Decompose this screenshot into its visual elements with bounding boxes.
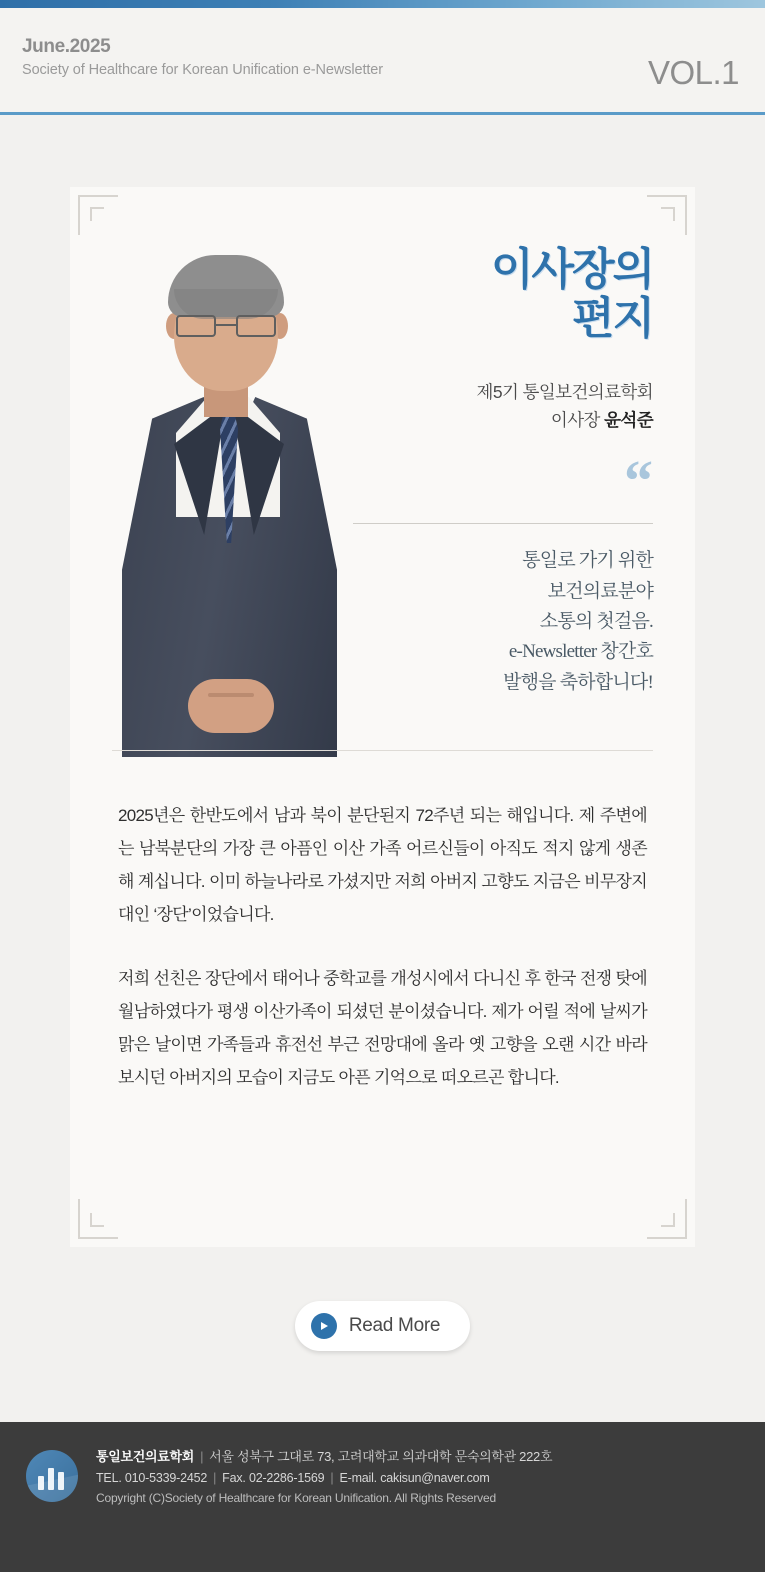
footer-tel-value: 010-5339-2452 — [124, 1471, 208, 1485]
corner-ornament-inner-bottom-left — [90, 1213, 104, 1227]
portrait-hair — [168, 255, 284, 317]
top-gradient-rule — [0, 0, 765, 8]
footer-tel-label: TEL. — [96, 1471, 122, 1485]
footer-fax-value: 02-2286-1569 — [248, 1471, 325, 1485]
read-more-button[interactable] — [295, 1301, 470, 1351]
byline-role: 이사장 — [550, 409, 605, 430]
footer-email-label: E-mail. — [339, 1471, 377, 1485]
newsletter-subtitle: Society of Healthcare for Korean Unification e-Newsletter — [22, 62, 383, 78]
logo-bars-icon — [38, 1468, 64, 1490]
newsletter-body — [0, 115, 765, 1422]
byline-role-and-name — [353, 406, 653, 434]
volume-label: VOL.1 — [647, 54, 739, 91]
issue-date: June.2025 — [22, 36, 111, 57]
quote-line: 발행을 축하합니다! — [503, 671, 653, 693]
newsletter-footer — [0, 1422, 765, 1572]
chairman-portrait — [112, 237, 347, 757]
footer-contact-line — [96, 1471, 552, 1485]
newsletter-header — [0, 8, 765, 115]
quote-line: e-Newsletter 창간호 — [508, 641, 653, 663]
letter-title-line2: 편지 — [571, 294, 653, 344]
quote-text — [353, 546, 653, 698]
letter-article — [70, 757, 695, 1104]
quote-divider — [353, 523, 653, 524]
letter-card — [70, 187, 695, 1247]
footer-separator: | — [330, 1471, 334, 1485]
article-paragraph: 저희 선친은 장단에서 태어나 중학교를 개성시에서 다니신 후 한국 전쟁 탓에 월남하였다가 평생 이산가족이 되셨던 분이셨습니다. 제가 어릴 적에 날씨가 맑은 날이면 가족들과 휴전선 부근 전망대에 올라 옛 고향을 오랜 시간 바라보시던 아버지의 모습이 지금도 아픈 기억으로 떠오르곤 합니다. — [118, 968, 647, 1087]
byline-name: 윤석준 — [604, 409, 653, 430]
footer-text-block — [96, 1446, 552, 1505]
article-paragraph: 2025년은 한반도에서 남과 북이 분단된지 72주년 되는 해입니다. 제 주변에는 남북분단의 가장 큰 아픔인 이산 가족 어르신들이 아직도 적지 않게 생존해 계십니다. 이미 하늘나라로 가셨지만 저희 아버지 고향도 지금은 비무장지대인 ‘장단’이었습니다. — [118, 806, 647, 925]
letter-heading-block — [353, 245, 653, 698]
footer-separator: | — [200, 1449, 204, 1464]
hero-divider — [112, 750, 653, 751]
quote-mark-icon: “ — [624, 448, 653, 514]
read-more-label: Read More — [348, 1315, 441, 1336]
footer-copyright: Copyright (C)Society of Healthcare for Korean Unification. All Rights Reserved — [96, 1491, 496, 1505]
footer-email-value[interactable]: cakisun@naver.com — [380, 1471, 490, 1485]
portrait-illustration — [112, 237, 347, 757]
letter-title — [353, 245, 653, 344]
play-circle-icon — [311, 1313, 337, 1339]
footer-fax-label: Fax. — [222, 1471, 246, 1485]
footer-org-name: 통일보건의료학회 — [96, 1449, 195, 1464]
quote-line: 통일로 가기 위한 — [522, 550, 653, 572]
society-logo — [26, 1450, 78, 1502]
letter-byline — [353, 378, 653, 435]
byline-organization: 제5기 통일보건의료학회 — [476, 381, 653, 402]
footer-separator: | — [213, 1471, 217, 1485]
footer-address: 서울 성북구 그대로 73, 고려대학교 의과대학 문숙의학관 222호 — [209, 1449, 553, 1464]
read-more-container — [70, 1301, 695, 1351]
portrait-hands — [188, 679, 274, 733]
footer-org-line — [96, 1446, 552, 1465]
letter-title-line1: 이사장의 — [490, 245, 653, 294]
quote-line: 보건의료분야 — [547, 580, 653, 602]
corner-ornament-inner-bottom-right — [661, 1213, 675, 1227]
quote-line: 소통의 첫걸음. — [539, 611, 653, 632]
glasses-icon — [176, 315, 276, 339]
letter-hero — [70, 187, 695, 757]
